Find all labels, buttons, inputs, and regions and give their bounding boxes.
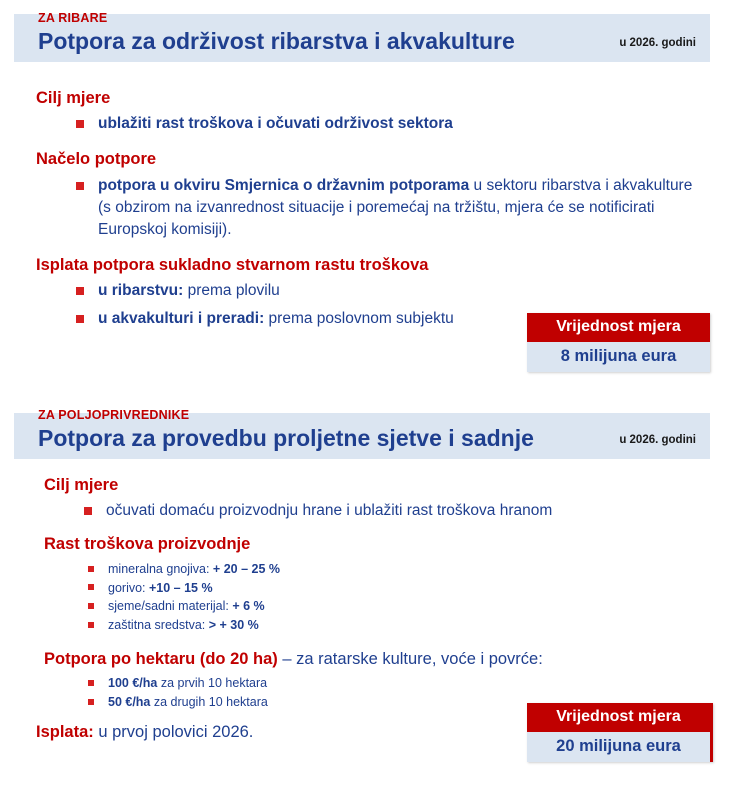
list-item bbox=[80, 500, 743, 522]
section-kicker-fisheries: ZA RIBARE bbox=[38, 10, 108, 25]
square-bullet-icon bbox=[76, 287, 84, 295]
bullet-list bbox=[36, 113, 743, 135]
list-item bbox=[80, 616, 743, 635]
group-heading: Cilj mjere bbox=[44, 476, 119, 494]
list-item-bold-lead: 100 €/ha bbox=[108, 676, 158, 691]
section-header-text-group bbox=[38, 408, 534, 451]
bullet-list bbox=[44, 560, 743, 635]
section-title-agriculture: Potpora za provedbu proljetne sjetve i sadnje bbox=[38, 424, 534, 451]
bullet-list bbox=[44, 500, 743, 522]
list-item-text: zaštitna sredstva: bbox=[108, 618, 209, 633]
list-item-bold-value: + 6 % bbox=[232, 599, 265, 614]
list-item-bold-lead: u ribarstvu: bbox=[98, 282, 184, 300]
group-heading-strong: Potpora po hektaru (do 20 ha) bbox=[44, 649, 278, 668]
group-heading-tail: u prvoj polovici 2026. bbox=[93, 722, 254, 741]
section-header-text-group bbox=[38, 11, 515, 54]
value-box-fisheries bbox=[527, 313, 710, 372]
section-header-agriculture bbox=[14, 407, 710, 459]
list-item-text: za prvih 10 hektara bbox=[157, 676, 268, 691]
list-item-bold-value: +10 – 15 % bbox=[149, 580, 213, 595]
list-item-text: prema poslovnom subjektu bbox=[264, 310, 454, 328]
list-item bbox=[80, 579, 743, 598]
list-item-bold-lead: potpora u okviru Smjernica o državnim potporama bbox=[98, 176, 470, 194]
list-item bbox=[80, 560, 743, 579]
square-bullet-icon bbox=[88, 603, 94, 609]
list-item-text: za drugih 10 hektara bbox=[150, 695, 268, 710]
group-heading-tail: – za ratarske kulture, voće i povrće: bbox=[277, 649, 543, 668]
section-period-fisheries: u 2026. godini bbox=[619, 37, 696, 49]
group-heading: Cilj mjere bbox=[36, 89, 111, 107]
value-box-amount: 20 milijuna eura bbox=[527, 732, 710, 762]
square-bullet-icon bbox=[76, 315, 84, 323]
list-item bbox=[80, 597, 743, 616]
square-bullet-icon bbox=[88, 566, 94, 572]
section-kicker-agriculture: ZA POLJOPRIVREDNIKE bbox=[38, 407, 190, 422]
group-heading: Načelo potpore bbox=[36, 150, 157, 169]
list-item-bold-lead: ublažiti rast troškova i očuvati održivost sektora bbox=[98, 115, 453, 133]
list-item bbox=[72, 113, 743, 135]
list-item-text: prema plovilu bbox=[183, 282, 280, 300]
square-bullet-icon bbox=[88, 622, 94, 628]
bullet-list bbox=[36, 175, 743, 241]
square-bullet-icon bbox=[88, 699, 94, 705]
list-item-text: u sektoru ribarstva i akvakulture (s obzirom na izvanrednost situacije i poremećaj na tržištu, mjera će se notificirati Europskoj komisiji). bbox=[98, 176, 693, 238]
square-bullet-icon bbox=[76, 182, 84, 190]
group-cilj-mjere-fisheries bbox=[36, 88, 743, 135]
list-item bbox=[72, 175, 698, 241]
section-title-fisheries: Potpora za održivost ribarstva i akvakulture bbox=[38, 27, 515, 54]
list-item-bold-value: > + 30 % bbox=[208, 618, 259, 633]
section-body-fisheries bbox=[0, 88, 743, 334]
group-heading-strong: Isplata: bbox=[36, 722, 94, 741]
list-item bbox=[80, 674, 743, 693]
group-heading: Rast troškova proizvodnje bbox=[44, 535, 251, 554]
section-period-agriculture: u 2026. godini bbox=[619, 434, 696, 446]
list-item-bold-value: + 20 – 25 % bbox=[212, 561, 280, 576]
group-nacelo-potpore bbox=[36, 149, 743, 240]
section-header-fisheries bbox=[14, 10, 710, 62]
list-item-text: gorivo: bbox=[108, 580, 149, 595]
group-heading bbox=[44, 649, 743, 670]
value-box-agriculture bbox=[527, 703, 713, 762]
square-bullet-icon bbox=[88, 584, 94, 590]
list-item-bold-lead: 50 €/ha bbox=[108, 695, 151, 710]
list-item-text: mineralna gnojiva: bbox=[108, 561, 213, 576]
value-box-amount: 8 milijuna eura bbox=[527, 342, 710, 372]
group-heading: Isplata potpora sukladno stvarnom rastu troškova bbox=[36, 255, 429, 274]
square-bullet-icon bbox=[76, 120, 84, 128]
list-item-text: očuvati domaću proizvodnju hrane i ublažiti rast troškova hranom bbox=[106, 502, 553, 520]
group-rast-troskova bbox=[44, 534, 743, 634]
list-item bbox=[72, 280, 743, 302]
square-bullet-icon bbox=[88, 680, 94, 686]
value-box-label: Vrijednost mjera bbox=[527, 313, 710, 342]
value-box-label: Vrijednost mjera bbox=[527, 703, 710, 732]
group-cilj-mjere-agriculture bbox=[44, 475, 743, 522]
list-item-bold-lead: u akvakulturi i preradi: bbox=[98, 310, 265, 328]
list-item-text: sjeme/sadni materijal: bbox=[108, 599, 233, 614]
square-bullet-icon bbox=[84, 507, 92, 515]
